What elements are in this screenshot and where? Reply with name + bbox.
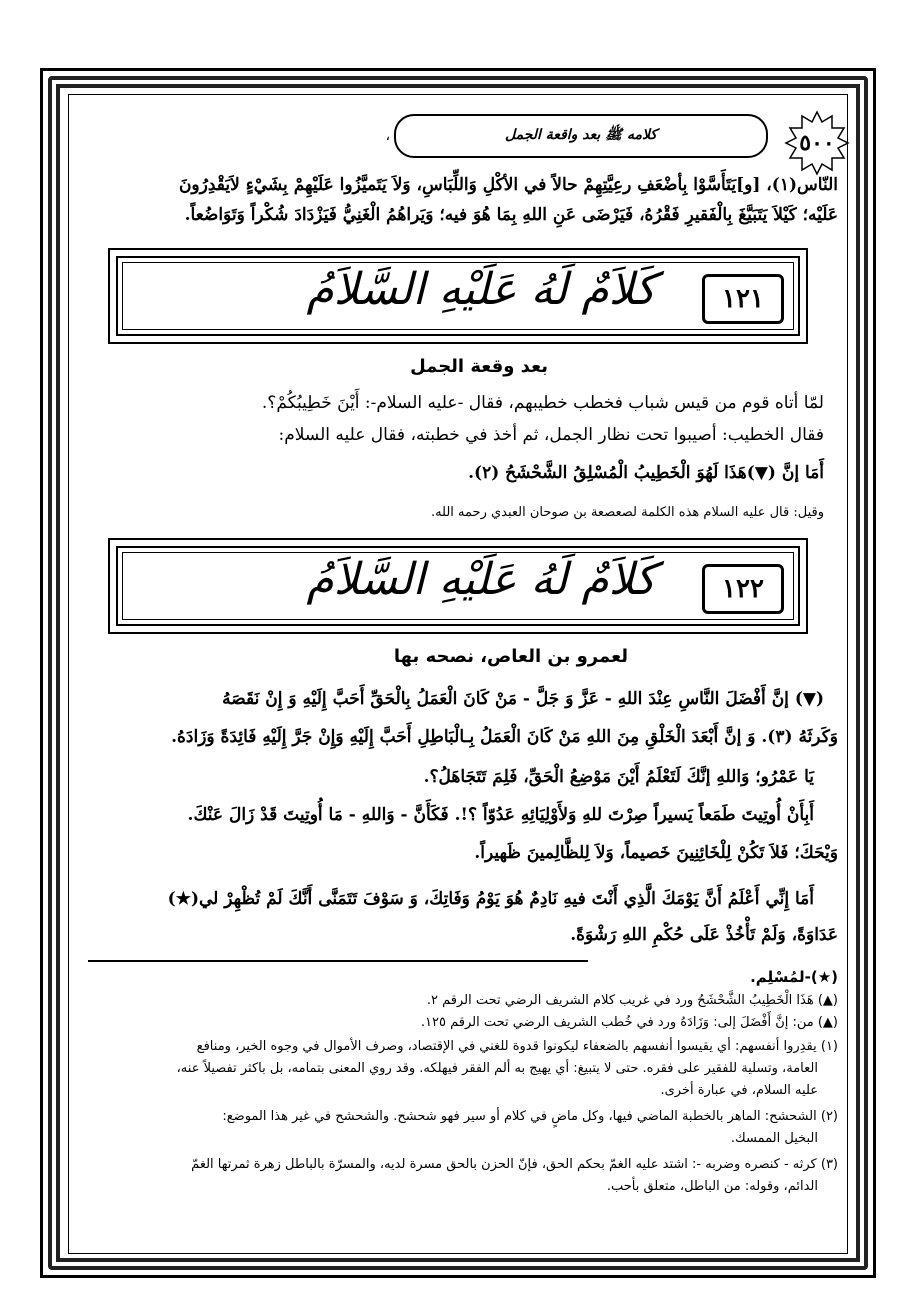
section-note: وقيل: قال عليه السلام هذه الكلمة لصعصعة بن صوحان العبدي رحمه الله. bbox=[430, 505, 824, 520]
section-line: وَيْحَكَ؛ فَلاَ تَكُنْ لِلْخَائِنِينَ خَصيماً، وَلاَ لِلظَّالِمينَ ظَهيراً. bbox=[474, 843, 838, 863]
footnote: البخيل الممسك. bbox=[730, 1131, 818, 1146]
header-mark: ، bbox=[385, 128, 390, 144]
footnote: (٣) كرثه - كنصره وضربه -: اشتد عليه الغمّ بحكم الحق، فإنّ الحزن بالحق مسرة لديه، والمسرّة بالباطل زهرة ثمرتها الغمّ bbox=[191, 1157, 838, 1172]
section-title-box bbox=[108, 538, 808, 634]
footnote: العامة، وتسلية للفقير على فقره. حتى لا يتبيغ: أي يهيج به ألم الفقر فيهلكه. وقد روي المعنى بتمامه، بل باكثر تفصيلاً عنه، bbox=[176, 1061, 818, 1076]
section-subtitle: لعمرو بن العاص، نصحه بها bbox=[393, 646, 628, 667]
section-line: أَمَا إِنِّي أَعْلَمُ أَنَّ يَوْمَكَ الَّذِي أَنْتَ فيهِ نَادِمٌ هُوَ يَوْمُ وَفَاتِكَ، وَ سَوْفَ تَتَمَنَّى أَنَّكَ لَمْ تُظْهِرْ لي(★) bbox=[167, 889, 814, 909]
section-subtitle: بعد وقعة الجمل bbox=[410, 356, 548, 377]
footnote: (١) يقدِروا أنفسهم: أي يقيسوا أنفسهم بالضعفاء ليكونوا قدوة للغني في الإقتصاد، وصرف الأموال في وجوه الخير، ومنافع bbox=[196, 1039, 838, 1054]
section-number: ١٢١ bbox=[702, 274, 784, 324]
section-line: لمّا أتاه قوم من قيس شباب فخطب خطيبهم، فقال -عليه السلام-: أَيْنَ خَطِيبُكُمْ؟. bbox=[261, 393, 824, 413]
section-line: أَمَا إنَّ (▼)هَذَا لَهُوَ الْخَطِيبُ الْمُسْلِقُ الشَّحْشَحُ (٢). bbox=[468, 463, 824, 483]
footnote-separator bbox=[88, 960, 588, 962]
section-title-box bbox=[108, 248, 808, 344]
opening-line-1: النّاس(١)، [و]يَتَأَسَّوْا بِأضْعَفِ رعِيَّتِهِمْ حالاً في الأكْلِ وَاللِّبَاسِ، وَلاَ يَتَميَّزُوا عَلَيْهِمْ بِشَيْءٍ لاَيَقْدِرُونَ bbox=[178, 175, 838, 195]
page-content bbox=[78, 100, 838, 1250]
footnote: (▲) من: إنَّ أَفْضَلَ إلى: وَزَادَهُ ورد في خُطب الشريف الرضي تحت الرقم ١٢٥. bbox=[420, 1015, 838, 1030]
section-number: ١٢٢ bbox=[702, 564, 784, 614]
footnote: عليه السلام، في عبارة أخرى. bbox=[660, 1083, 818, 1098]
page-number-badge bbox=[784, 110, 850, 176]
running-header: كلامه ﷺ بعد واقعة الجمل bbox=[394, 114, 768, 158]
footnote: (★)-لمُسْلِم. bbox=[750, 968, 838, 986]
section-title: كَلاَمٌ لَهُ عَلَيْهِ السَّلاَمُ bbox=[306, 554, 656, 605]
footnote: الدائم، وقوله: من الباطل، متعلق بأحب. bbox=[606, 1179, 818, 1194]
section-line: يَا عَمْرُو؛ وَاللهِ إنَّكَ لَتَعْلَمُ أَيْنَ مَوْضِعُ الْحَقِّ، فَلِمَ تَتَجَاهَلُ؟. bbox=[423, 767, 814, 787]
footnote: (▲) هَذَا الْخَطِيبُ الشَّحْشَحُ ورد في غريب كلام الشريف الرضي تحت الرقم ٢. bbox=[426, 993, 838, 1008]
page-number: ٥٠٠ bbox=[799, 130, 835, 156]
section-line: عَدَاوَةً، وَلَمْ تَأْخُذْ عَلَى حُكْمِ اللهِ رَشْوَةً. bbox=[570, 925, 838, 945]
section-line: (▼) إنَّ أَفْضَلَ النَّاسِ عِنْدَ اللهِ - عَزَّ وَ جَلَّ - مَنْ كَانَ الْعَمَلُ بِالْحَقِّ أَحَبَّ إِلَيْهِ وَ إِنْ نَقَصَهُ bbox=[222, 689, 824, 709]
section-line: أَبِأَنْ أُوتِيتَ طَمَعاً يَسيراً صِرْتَ للهِ وَلأَوْلِيَائِهِ عَدُوّاً ؟!. فَكَأَنَّ - وَاللهِ - مَا أُوتِيتَ قَدْ زَالَ عَنْكَ. bbox=[187, 805, 814, 825]
footnote: (٢) الشحشح: الماهر بالخطبة الماضي فيها، وكل ماضٍ في كلام أو سير فهو شحشح. والشحشح في غير هذا الموضع: bbox=[222, 1109, 838, 1124]
section-line: وَكَرثَهُ (٣). وَ إنَّ أَبْعَدَ الْخَلْقِ مِنَ اللهِ مَنْ كَانَ الْعَمَلُ بِـالْبَاطِلِ أَحَبَّ إِلَيْهِ وَإِنْ جَرَّ إِلَيْهِ فَائِدَةً وَزَادَهُ. bbox=[171, 727, 838, 747]
opening-line-2: عَلَيْه؛ كَيْلاَ يَتَبَيَّغَ بِالْفَقيرِ فَقْرُهُ، فَيَرْضَى عَنِ اللهِ بِمَا هُوَ فيه؛ وَيَراهُمُ الْغَنِيُّ فَيَزْدَادَ شُكْراً وَتَوَاضُعاً. bbox=[184, 205, 838, 225]
section-title: كَلاَمٌ لَهُ عَلَيْهِ السَّلاَمُ bbox=[306, 264, 656, 315]
section-line: فقال الخطيب: أصيبوا تحت نظار الجمل، ثم أخذ في خطبته، فقال عليه السلام: bbox=[278, 425, 824, 445]
